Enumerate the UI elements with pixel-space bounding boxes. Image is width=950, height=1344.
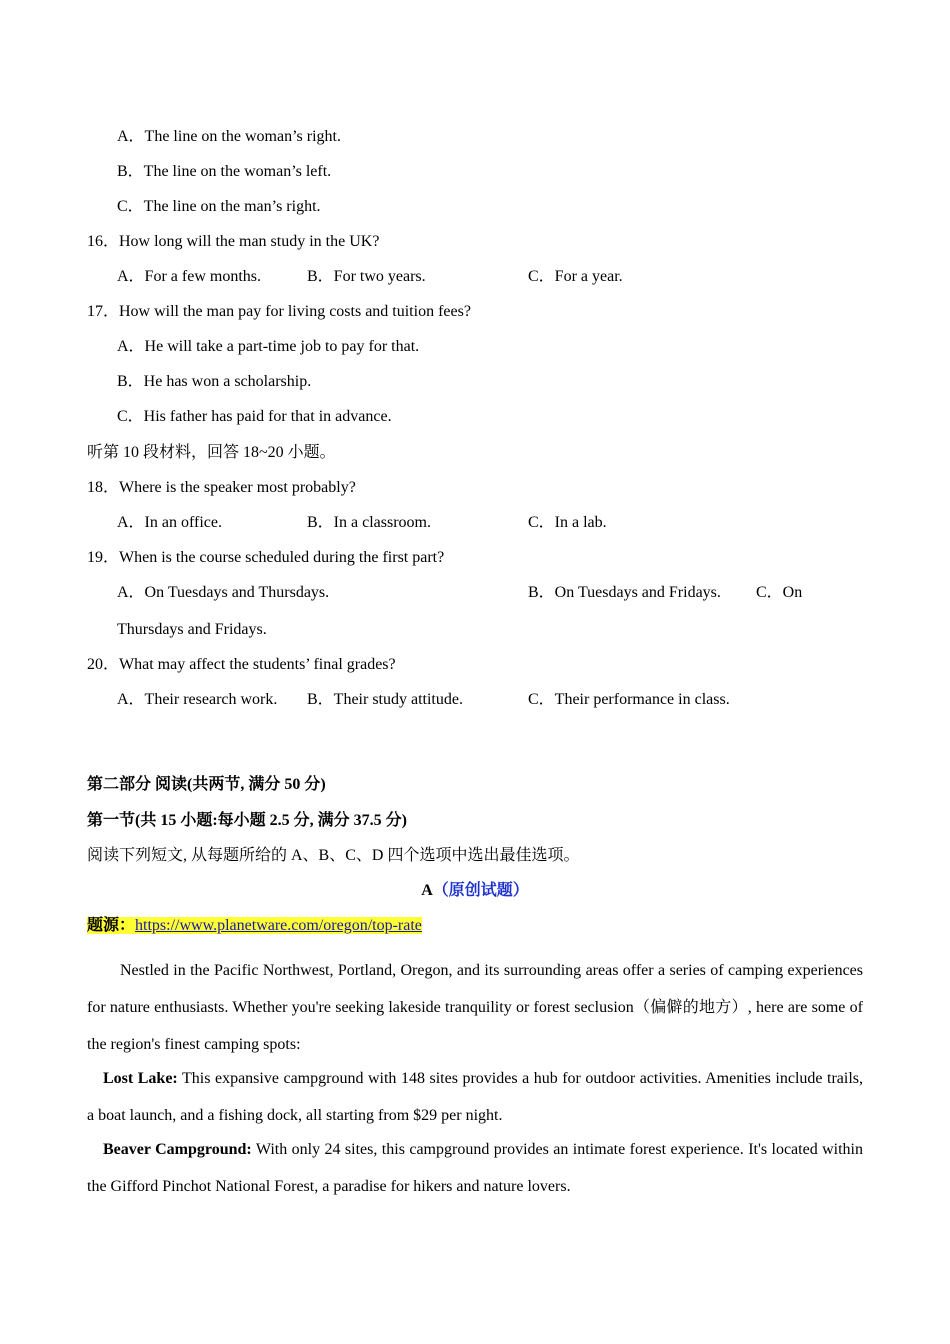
q19-option-c: C．On [756, 584, 803, 601]
source-highlight [87, 917, 422, 934]
q16-option-a: A．For a few months. [117, 268, 261, 285]
section10-intro: 听第 10 段材料，回答 18~20 小题。 [87, 444, 336, 461]
q20-option-a: A．Their research work. [117, 691, 278, 708]
source-line [87, 916, 422, 936]
q20-option-c: C．Their performance in class. [528, 691, 730, 708]
q17-option-b: B．He has won a scholarship. [117, 373, 312, 390]
spot-name: Lost Lake: [103, 1070, 178, 1087]
q15-option-a: A．The line on the woman’s right. [117, 128, 341, 145]
q17-option-c: C．His father has paid for that in advance. [117, 408, 392, 425]
q17-stem: 17．How will the man pay for living costs and tuition fees? [87, 303, 471, 320]
q15-option-c: C．The line on the man’s right. [117, 198, 321, 215]
spot-name: Beaver Campground: [103, 1141, 252, 1158]
q19-stem: 19．When is the course scheduled during the first part? [87, 549, 445, 566]
q18-stem: 18．Where is the speaker most probably? [87, 479, 356, 496]
source-label: 题源： [87, 917, 136, 934]
q17-option-a: A．He will take a part-time job to pay for that. [117, 338, 420, 355]
q16-option-c: C．For a year. [528, 268, 623, 285]
q16-option-b: B．For two years. [307, 268, 426, 285]
q15-option-b: B．The line on the woman’s left. [117, 163, 332, 180]
q19-option-b: B．On Tuesdays and Fridays. [528, 584, 721, 601]
q19-option-c-continued: Thursdays and Fridays. [117, 621, 267, 638]
part2-title: 第二部分 阅读(共两节, 满分 50 分) [87, 776, 326, 793]
q20-option-b: B．Their study attitude. [307, 691, 463, 708]
q19-option-a: A．On Tuesdays and Thursdays. [117, 584, 330, 601]
passage-intro: Nestled in the Pacific Northwest, Portland, Oregon, and its surrounding areas offer a series of camping experiences for nature enthusiasts. Whether you're seeking lakeside tranquility or forest seclusion（偏僻的地方）, here are some of the region's finest camping spots: [87, 962, 863, 1053]
spot-text: With only 24 sites, this campground provides an intimate forest experience. It's located within the Gifford Pinchot National Forest, a paradise for hikers and nature lovers. [87, 1141, 863, 1195]
passage-body [87, 952, 863, 1205]
passage-tag: （原创试题） [432, 882, 529, 899]
passage-heading [87, 881, 863, 901]
q18-option-a: A．In an office. [117, 514, 223, 531]
spot-text: This expansive campground with 148 sites provides a hub for outdoor activities. Amenities include trails, a boat launch, and a fishing dock, all starting from $29 per night. [87, 1070, 864, 1124]
q18-option-b: B．In a classroom. [307, 514, 431, 531]
passage-label: A [421, 882, 433, 899]
spot-beaver-campground [87, 1131, 863, 1205]
q16-stem: 16．How long will the man study in the UK? [87, 233, 380, 250]
source-link[interactable]: https://www.planetware.com/oregon/top-rate [135, 917, 422, 934]
section1-title: 第一节(共 15 小题:每小题 2.5 分, 满分 37.5 分) [87, 812, 407, 829]
q20-stem: 20．What may affect the students’ final grades? [87, 656, 396, 673]
reading-instruction: 阅读下列短文, 从每题所给的 A、B、C、D 四个选项中选出最佳选项。 [87, 847, 580, 864]
q18-option-c: C．In a lab. [528, 514, 607, 531]
spot-lost-lake [87, 1060, 863, 1134]
